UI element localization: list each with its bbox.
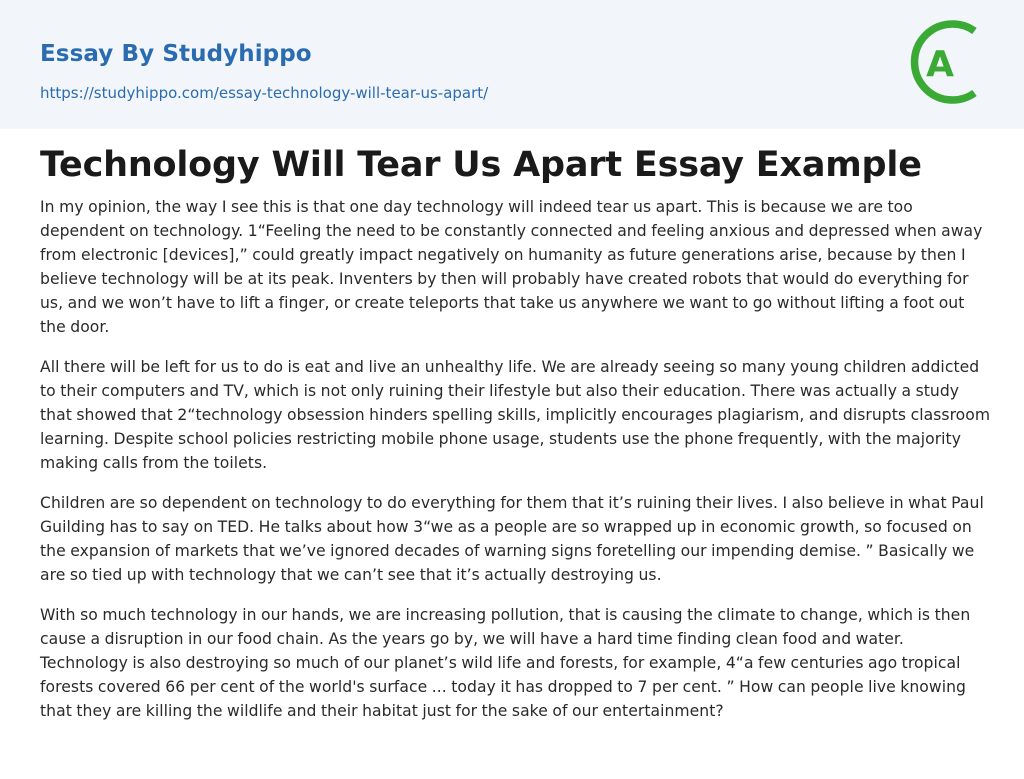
essay-title: Technology Will Tear Us Apart Essay Example xyxy=(40,145,922,185)
essay-paragraph: All there will be left for us to do is eat and live an unhealthy life. We are already seeing so many young children addicted to their computers and TV, which is not only ruining their lifestyle but also their education. There was actually a study that showed that 2“technology obsession hinders spelling skills, implicitly encourages plagiarism, and disrupts classroom learning. Despite school policies restricting mobile phone usage, students use the phone frequently, with the majority making calls from the toilets. xyxy=(40,358,991,472)
site-header xyxy=(0,0,1024,129)
site-brand[interactable]: Essay By Studyhippo xyxy=(40,41,312,67)
studyhippo-logo-icon[interactable] xyxy=(906,14,992,110)
essay-paragraph: In my opinion, the way I see this is that one day technology will indeed tear us apart. This is because we are too dependent on technology. 1“Feeling the need to be constantly connected and feeling anxious and depressed when away from electronic [devices],” could greatly impact negatively on humanity as future generations arise, because by then I believe technology will be at its peak. Inventers by then will probably have created robots that would do everything for us, and we won’t have to lift a finger, or create teleports that take us anywhere we want to go without lifting a foot out the door. xyxy=(40,198,983,336)
essay-url-link[interactable]: https://studyhippo.com/essay-technology-will-tear-us-apart/ xyxy=(40,84,489,102)
essay-paragraph: With so much technology in our hands, we are increasing pollution, that is causing the climate to change, which is then cause a disruption in our food chain. As the years go by, we will have a hard time finding clean food and water. Technology is also destroying so much of our planet’s wild life and forests, for example, 4“a few centuries ago tropical forests covered 66 per cent of the world's surface ... today it has dropped to 7 per cent. ” How can people live knowing that they are killing the wildlife and their habitat just for the sake of our entertainment? xyxy=(40,606,971,720)
logo-letter: A xyxy=(926,44,954,85)
essay-body xyxy=(40,195,992,739)
essay-paragraph: Children are so dependent on technology to do everything for them that it’s ruining their lives. I also believe in what Paul Guilding has to say on TED. He talks about how 3“we as a people are so wrapped up in economic growth, so focused on the expansion of markets that we’ve ignored decades of warning signs foretelling our impending demise. ” Basically we are so tied up with technology that we can’t see that it’s actually destroying us. xyxy=(40,494,984,584)
